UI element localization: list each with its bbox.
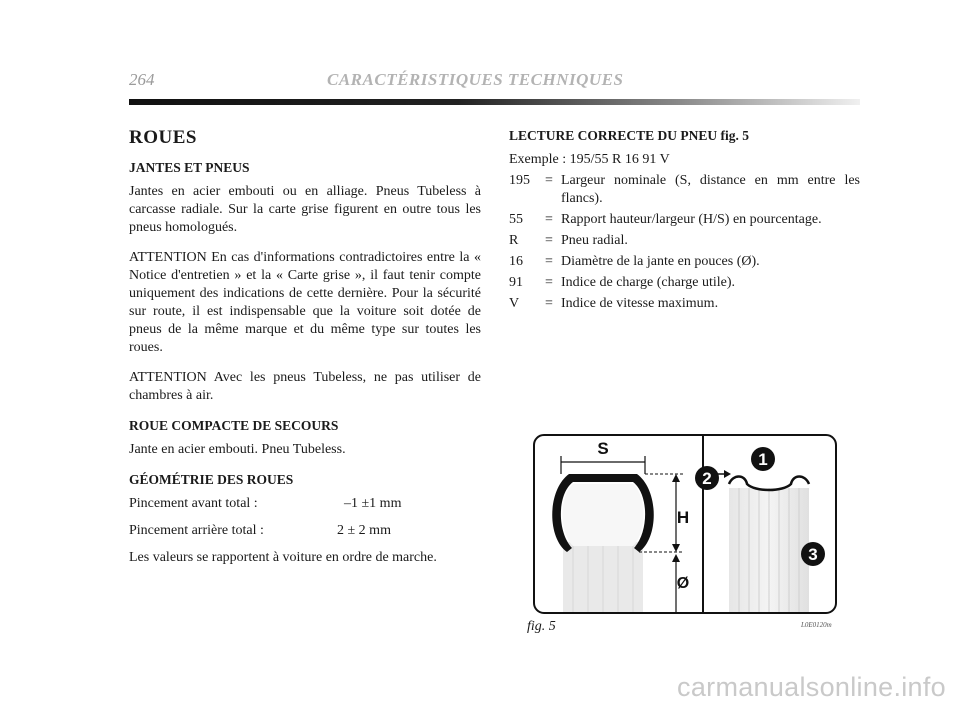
marker-2: 2: [702, 469, 712, 488]
spec-value: –1 ±1 mm: [337, 496, 402, 511]
definition-row: [509, 295, 860, 313]
figure-caption: fig. 5: [527, 619, 556, 634]
subheading-lecture-pneu: LECTURE CORRECTE DU PNEU fig. 5: [509, 128, 750, 143]
page-header-title: CARACTÉRISTIQUES TECHNIQUES: [327, 70, 624, 89]
tire-example: Exemple : 195/55 R 16 91 V: [509, 152, 670, 167]
spec-label: Pincement avant total :: [129, 496, 258, 511]
tire-diagram: [533, 434, 837, 614]
paragraph-jantes: Jantes en acier embouti ou en alliage. Pneus Tubeless à carcasse radiale. Sur la carte grise figurent en outre tous les pneus homologués.: [129, 184, 481, 235]
definition-text: Indice de vitesse maximum.: [561, 296, 719, 311]
page-number: 264: [129, 70, 155, 89]
definition-key: 195: [509, 173, 530, 188]
definition-key: V: [509, 296, 520, 311]
tire-inner: [563, 484, 644, 546]
right-column: [509, 127, 860, 316]
left-column: [129, 127, 481, 579]
definition-equals: =: [545, 212, 553, 227]
paragraph-valeurs: Les valeurs se rapportent à voiture en ordre de marche.: [129, 550, 437, 565]
definition-text: Pneu radial.: [561, 233, 628, 248]
figure-code: L0E0120m: [801, 621, 832, 629]
section-heading-roues: ROUES: [129, 127, 197, 148]
spec-row: [129, 522, 481, 540]
definition-row: [509, 211, 860, 229]
definition-equals: =: [545, 296, 553, 311]
definition-row: [509, 253, 860, 271]
spec-row: [129, 495, 481, 513]
definition-key: 16: [509, 254, 523, 269]
subheading-roue-secours: ROUE COMPACTE DE SECOURS: [129, 418, 339, 433]
definition-key: 55: [509, 212, 523, 227]
subheading-jantes-pneus: JANTES ET PNEUS: [129, 160, 250, 175]
spec-label: Pincement arrière total :: [129, 523, 264, 538]
label-diameter: Ø: [676, 575, 690, 592]
definition-row: [509, 232, 860, 250]
subheading-geometrie: GÉOMÉTRIE DES ROUES: [129, 472, 294, 487]
definition-equals: =: [545, 275, 553, 290]
definition-text: Rapport hauteur/largeur (H/S) en pourcentage.: [561, 212, 822, 227]
definition-equals: =: [545, 254, 553, 269]
marker-1: 1: [758, 450, 768, 469]
paragraph-attention-notice: ATTENTION En cas d'informations contradictoires entre la « Notice d'entretien » et la « Carte grise », il faut tenir compte uniquement des indications de cette dernière. Pour la sécurité sur route, il est indispensable que la voiture soit dotée de pneus de la même marque et du même type sur toutes les roues.: [129, 250, 481, 355]
header-rule: [129, 99, 860, 105]
definition-row: [509, 172, 860, 208]
definition-text: Largeur nominale (S, distance en mm entre les flancs).: [561, 173, 860, 206]
label-s: S: [597, 439, 609, 458]
definition-text: Diamètre de la jante en pouces (Ø).: [561, 254, 760, 269]
definition-key: 91: [509, 275, 523, 290]
marker-3: 3: [808, 545, 818, 564]
definition-text: Indice de charge (charge utile).: [561, 275, 736, 290]
definition-equals: =: [545, 173, 553, 188]
label-h: H: [676, 508, 690, 527]
definition-equals: =: [545, 233, 553, 248]
watermark: carmanualsonline.info: [677, 672, 946, 702]
definition-row: [509, 274, 860, 292]
spec-value: 2 ± 2 mm: [337, 523, 391, 538]
definition-key: R: [509, 233, 519, 248]
paragraph-roue-secours: Jante en acier embouti. Pneu Tubeless.: [129, 442, 346, 457]
paragraph-attention-tubeless: ATTENTION Avec les pneus Tubeless, ne pas utiliser de chambres à air.: [129, 370, 481, 403]
